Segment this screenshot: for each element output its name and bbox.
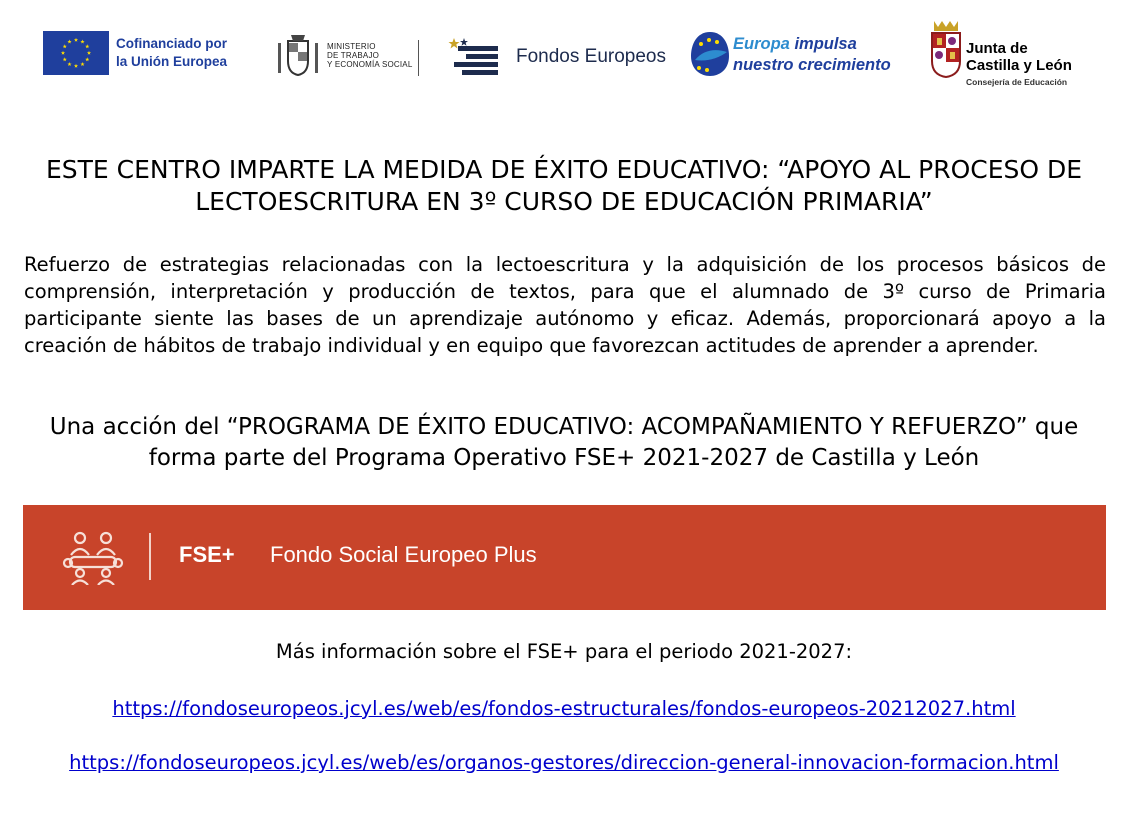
logo-strip [0, 0, 1128, 110]
people-group-icon [60, 529, 126, 585]
banner-divider [149, 533, 151, 580]
consejeria-educacion-text: Consejería de Educación [966, 77, 1068, 87]
page-title: ESTE CENTRO IMPARTE LA MEDIDA DE ÉXITO EDUCATIVO: “APOYO AL PROCESO DE LECTOESCRITURA EN 3º CURSO DE EDUCACIÓN PRIMARIA” [45, 155, 1083, 216]
eu-flag-icon [43, 31, 109, 75]
castilla-leon-shield-icon [929, 17, 963, 79]
more-info-text: Más información sobre el FSE+ para el periodo 2021-2027: [275, 640, 853, 663]
fondos-europeos-text: Fondos Europeos [516, 46, 666, 67]
logo-divider [418, 40, 419, 76]
banner-fund-name: Fondo Social Europeo Plus [270, 542, 537, 567]
fse-plus-banner [23, 505, 1106, 610]
ministry-text: MINISTERIO DE TRABAJO Y ECONOMÍA SOCIAL [327, 42, 413, 69]
europa-impulsa-emblem-icon [689, 30, 731, 78]
measure-description: Refuerzo de estrategias relacionadas con la lectoescritura y la adquisición de los procesos básicos de comprensión, interpretación y producción de textos, para que el alumnado de 3º curso de Primaria participante siente las bases de un aprendizaje autónomo y eficaz. Además, proporcionará apoyo a la creación de hábitos de trabajo individual y en equipo que favorezcan actitudes de aprender a aprender. [24, 253, 1106, 357]
link-direccion-general-innovacion[interactable]: https://fondoseuropeos.jcyl.es/web/es/organos-gestores/direccion-general-innovacion-formacion.html [69, 751, 1059, 774]
program-action-text: Una acción del “PROGRAMA DE ÉXITO EDUCATIVO: ACOMPAÑAMIENTO Y REFUERZO” que forma parte del Programa Operativo FSE+ 2021-2027 de Castilla y León [49, 414, 1079, 471]
link-fondos-europeos-2021-2027[interactable]: https://fondoseuropeos.jcyl.es/web/es/fondos-estructurales/fondos-europeos-20212027.html [112, 697, 1016, 720]
europa-impulsa-text: Europa impulsa nuestro crecimiento [733, 35, 891, 74]
junta-castilla-leon-text: Junta de Castilla y León [966, 40, 1072, 74]
fondos-europeos-icon [448, 36, 508, 78]
spain-coat-of-arms-icon [276, 33, 320, 79]
banner-fse-label: FSE+ [179, 542, 235, 567]
eu-cofinanced-text: Cofinanciado por la Unión Europea [116, 36, 228, 69]
